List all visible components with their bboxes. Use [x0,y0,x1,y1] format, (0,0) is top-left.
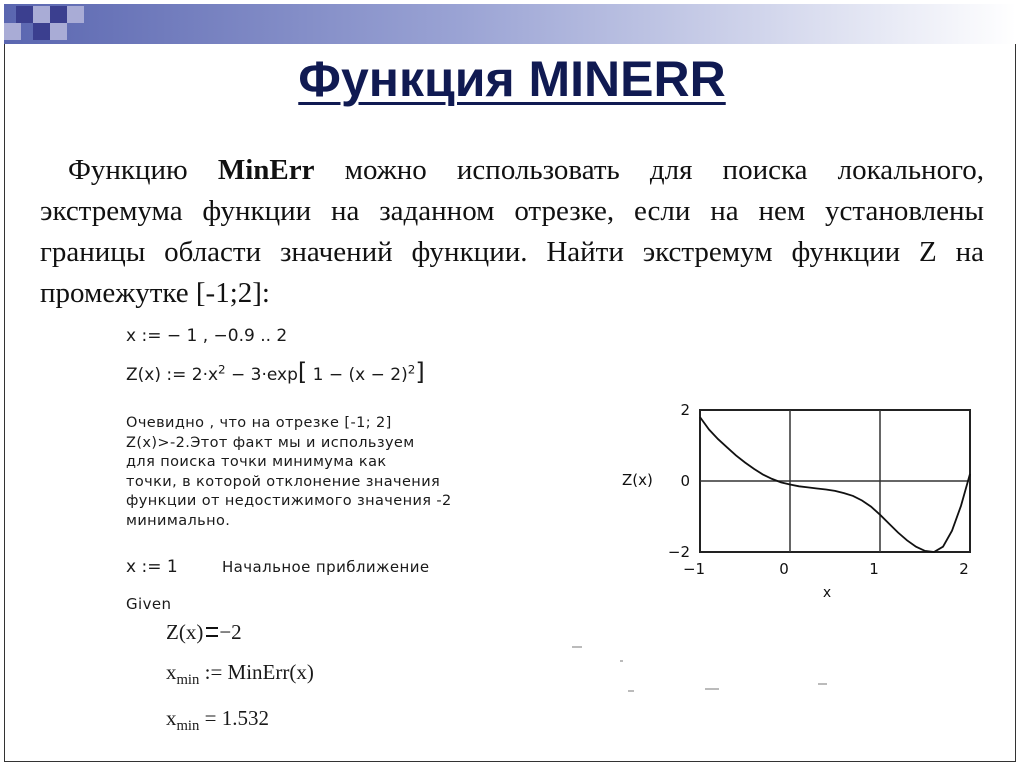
result-subscript: min [176,718,200,735]
initial-value-label: Начальное приближение [222,558,430,576]
comment-line: Очевидно , что на отрезке [-1; 2] [126,415,392,431]
y-tick-label: −2 [667,543,690,561]
comment-line: для поиска точки минимума как [126,454,387,470]
intro-keyword: MinErr [217,154,315,186]
worksheet-comment [126,414,452,531]
z-def-inner-exponent: 2 [407,362,416,377]
z-function-chart [610,392,990,607]
page-title: Функция MINERR [298,51,726,107]
comment-line: Z(x)>-2.Этот факт мы и используем [126,434,415,451]
x-tick-label: 1 [869,560,879,578]
z-definition: Z(x) := $2\cdot x^2 - 3\cdot\exp$[ $1 - (x - 2)^2$] [126,358,425,386]
initial-value: x := 1 [126,557,178,577]
comment-line: минимально. [126,512,231,529]
range-definition: x := − 1 , −0.9 .. 2 [126,326,288,346]
constraint-right: −2 [219,620,242,644]
minerr-subscript: min [176,672,200,689]
constraint [166,620,242,645]
checker-logo-icon [4,4,84,48]
z-def-mid: − 3·exp [225,365,298,385]
minerr-call: := MinErr(x) [199,660,314,684]
minerr-result [166,706,269,735]
result-var: x [166,706,177,730]
y-tick-label: 2 [680,401,690,419]
intro-paragraph [40,150,984,314]
intro-rest: можно использовать для поиска локального, экстремума функции на заданном отрезке, если на нем установлены границы области значений функции. Найти экстремум функции Z на промежутке [-1;2]: [40,154,984,309]
y-tick-label: 0 [680,472,690,490]
x-tick-label: −1 [682,560,706,578]
z-def-inner: 1 − (x − 2) [307,365,408,385]
intro-prefix: Функцию [68,154,218,186]
x-tick-label: 0 [779,560,789,578]
series-line [700,417,970,552]
bold-equals-icon [206,627,218,637]
z-def-exponent: 2 [218,362,226,377]
minerr-definition [166,660,314,689]
y-axis-label: Z(x) [622,471,653,489]
x-tick-label: 2 [959,560,969,578]
comment-line: точки, в которой отклонение значения [126,473,441,490]
constraint-left: Z(x) [166,620,204,644]
title-bar-decoration [4,4,1016,44]
z-def-left: Z(x) := 2·x [126,365,219,385]
comment-line: функции от недостижимого значения -2 [126,493,452,509]
given-keyword: Given [126,595,172,613]
minerr-var: x [166,660,177,684]
x-axis-label: x [822,585,832,601]
result-value: = 1.532 [199,706,269,730]
